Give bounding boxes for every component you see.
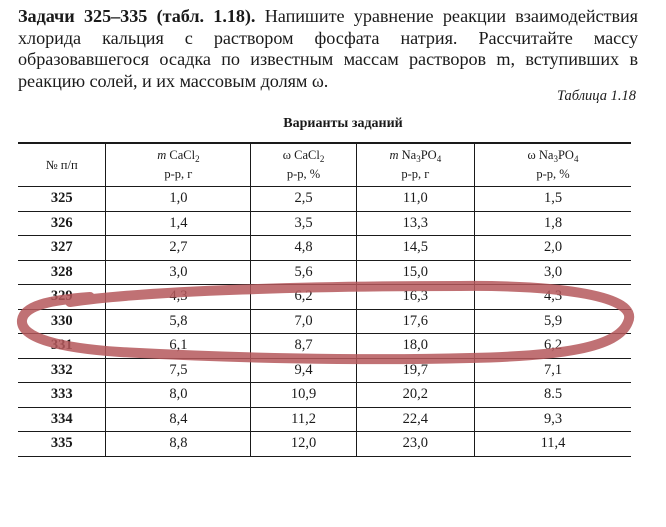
- value-cell: 20,2: [356, 383, 474, 408]
- value-cell: 15,0: [356, 260, 474, 285]
- table-row: [18, 407, 631, 432]
- value-cell: 8.5: [475, 383, 632, 408]
- value-cell: 6,1: [106, 334, 251, 359]
- table-row: [18, 309, 631, 334]
- value-cell: 12,0: [251, 432, 356, 457]
- value-cell: 6,2: [475, 334, 632, 359]
- task-title: Задачи 325–335 (табл. 1.18).: [18, 6, 256, 26]
- value-cell: 23,0: [356, 432, 474, 457]
- table-label: Таблица 1.18: [557, 88, 636, 104]
- value-cell: 7,1: [475, 358, 632, 383]
- header-mass-na3po4-unit: р-р, г: [401, 167, 430, 181]
- value-cell: 11,0: [356, 187, 474, 212]
- value-cell: 3,5: [251, 211, 356, 236]
- task-body: Напишите уравнение реакции взаимодействия хлорида кальция с раствором фосфата натрия. Рассчитайте массу образовавшегося осадка по известным массам растворов m, вступивших в реакцию солей, и их массовым долям ω.: [18, 6, 638, 91]
- value-cell: 2,5: [251, 187, 356, 212]
- variant-number-cell: 334: [18, 407, 106, 432]
- header-fraction-na3po4-unit: р-р, %: [536, 167, 570, 181]
- header-number: [18, 143, 106, 187]
- header-mass-na3po4-formula: m $Na_3PO_4$: [389, 148, 442, 164]
- header-fraction-cacl2-formula: ω CaCl$_2$: [282, 148, 325, 164]
- table-row: [18, 260, 631, 285]
- variant-number-cell: 331: [18, 334, 106, 359]
- table-body: [18, 187, 631, 457]
- header-number-label: № п/п: [45, 157, 78, 172]
- value-cell: 14,5: [356, 236, 474, 261]
- value-cell: 6,2: [251, 285, 356, 310]
- value-cell: 5,8: [106, 309, 251, 334]
- value-cell: 9,3: [475, 407, 632, 432]
- table-row: [18, 236, 631, 261]
- variant-number-cell: 332: [18, 358, 106, 383]
- table-row: [18, 334, 631, 359]
- value-cell: 13,3: [356, 211, 474, 236]
- header-mass-na3po4: [356, 143, 474, 187]
- variants-table: [18, 142, 631, 457]
- variant-number-cell: 335: [18, 432, 106, 457]
- value-cell: 1,8: [475, 211, 632, 236]
- table-row: [18, 187, 631, 212]
- header-fraction-na3po4-formula: ω $Na_3PO_4$: [527, 148, 579, 164]
- value-cell: 22,4: [356, 407, 474, 432]
- variant-number-cell: 330: [18, 309, 106, 334]
- value-cell: 3,0: [106, 260, 251, 285]
- task-paragraph: [18, 6, 638, 92]
- value-cell: 4,3: [475, 285, 632, 310]
- value-cell: 7,0: [251, 309, 356, 334]
- header-mass-cacl2-unit: р-р, г: [164, 167, 193, 181]
- value-cell: 1,5: [475, 187, 632, 212]
- value-cell: 19,7: [356, 358, 474, 383]
- value-cell: 18,0: [356, 334, 474, 359]
- table-heading: Варианты заданий: [283, 116, 403, 131]
- value-cell: 4,8: [251, 236, 356, 261]
- variant-number-cell: 333: [18, 383, 106, 408]
- value-cell: 5,6: [251, 260, 356, 285]
- table-row: [18, 358, 631, 383]
- value-cell: 1,0: [106, 187, 251, 212]
- value-cell: 2,0: [475, 236, 632, 261]
- variant-number-cell: 327: [18, 236, 106, 261]
- header-fraction-cacl2-unit: р-р, %: [286, 167, 321, 181]
- value-cell: 2,7: [106, 236, 251, 261]
- value-cell: 3,0: [475, 260, 632, 285]
- value-cell: 8,8: [106, 432, 251, 457]
- value-cell: 10,9: [251, 383, 356, 408]
- value-cell: 8,7: [251, 334, 356, 359]
- value-cell: 8,0: [106, 383, 251, 408]
- table-row: [18, 432, 631, 457]
- value-cell: 11,4: [475, 432, 632, 457]
- variant-number-cell: 326: [18, 211, 106, 236]
- table-row: [18, 383, 631, 408]
- table-header-row: [18, 143, 631, 187]
- value-cell: 9,4: [251, 358, 356, 383]
- value-cell: 8,4: [106, 407, 251, 432]
- value-cell: 7,5: [106, 358, 251, 383]
- header-fraction-na3po4: [475, 143, 632, 187]
- value-cell: 4,3: [106, 285, 251, 310]
- value-cell: 5,9: [475, 309, 632, 334]
- table-row: [18, 285, 631, 310]
- value-cell: 1,4: [106, 211, 251, 236]
- table-row: [18, 211, 631, 236]
- value-cell: 16,3: [356, 285, 474, 310]
- variant-number-cell: 329: [18, 285, 106, 310]
- variant-number-cell: 325: [18, 187, 106, 212]
- header-mass-cacl2-formula: m CaCl$_2$: [157, 148, 200, 164]
- header-mass-cacl2: [106, 143, 251, 187]
- header-fraction-cacl2: [251, 143, 356, 187]
- value-cell: 17,6: [356, 309, 474, 334]
- value-cell: 11,2: [251, 407, 356, 432]
- variant-number-cell: 328: [18, 260, 106, 285]
